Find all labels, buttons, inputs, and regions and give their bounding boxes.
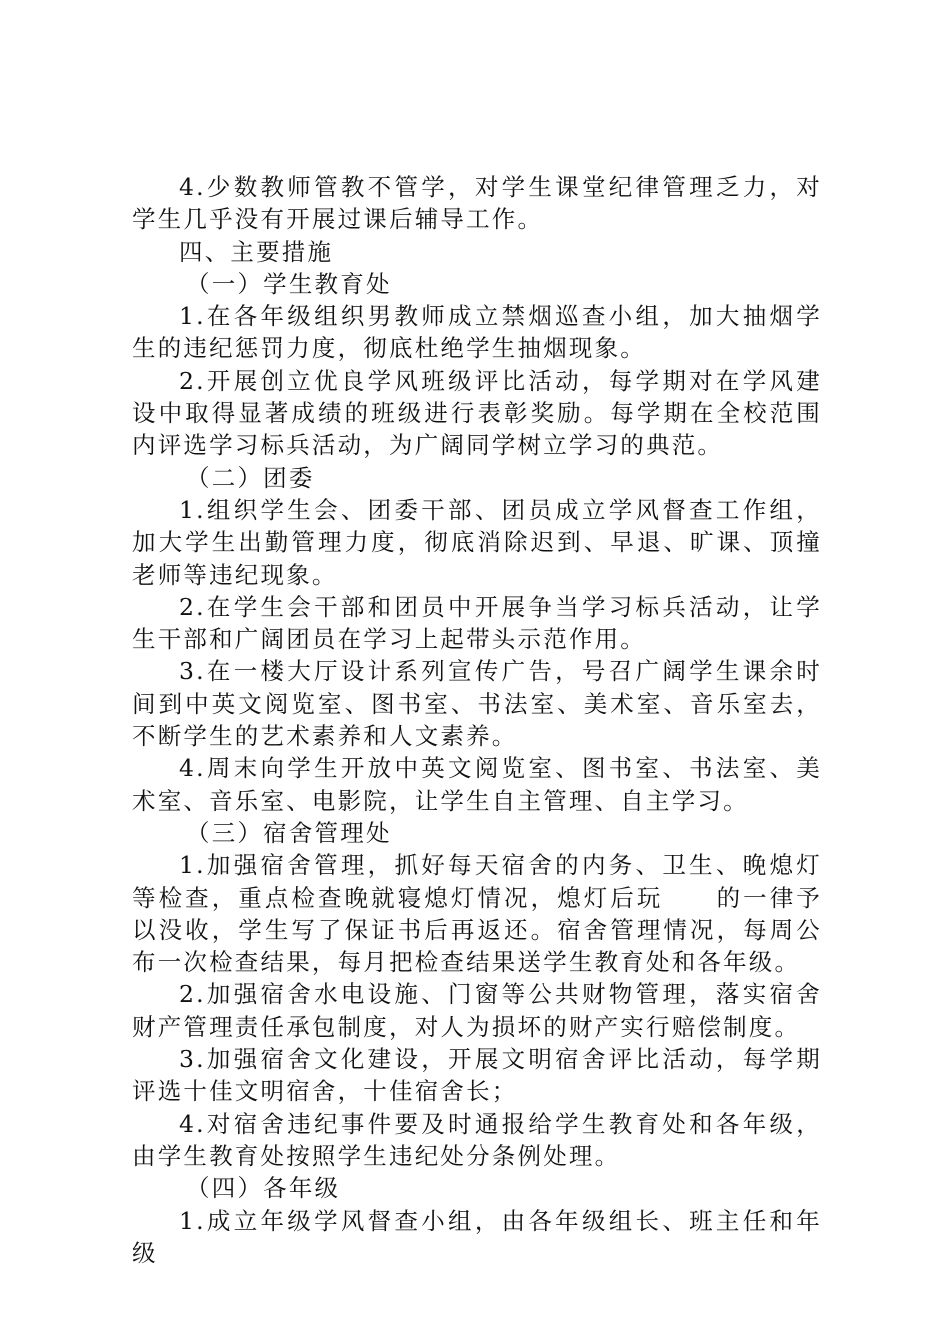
paragraph: 4.对宿舍违纪事件要及时通报给学生教育处和各年级，由学生教育处按照学生违纪处分条例处理。 [132, 1109, 822, 1170]
subsection-heading: （一）学生教育处 [186, 269, 392, 298]
paragraph: 1.组织学生会、团委干部、团员成立学风督查工作组，加大学生出勤管理力度，彻底消除迟到、早退、旷课、顶撞老师等违纪现象。 [132, 495, 822, 589]
document-body [132, 171, 822, 1269]
paragraph: 4.周末向学生开放中英文阅览室、图书室、书法室、美术室、音乐室、电影院，让学生自主管理、自主学习。 [132, 754, 822, 815]
subsection-heading: （四）各年级 [186, 1174, 341, 1203]
paragraph: 1.加强宿舍管理，抓好每天宿舍的内务、卫生、晚熄灯等检查，重点检查晚就寝熄灯情况，熄灯后玩 的一律予以没收，学生写了保证书后再返还。宿舍管理情况，每周公布一次检查结果，每月把检查结果送学生教育处和各年级。 [132, 851, 822, 977]
paragraph: 1.成立年级学风督查小组，由各年级组长、班主任和年级 [132, 1206, 822, 1267]
paragraph: 2.在学生会干部和团员中开展争当学习标兵活动，让学生干部和广阔团员在学习上起带头示范作用。 [132, 592, 822, 654]
section-heading: 四、主要措施 [179, 237, 334, 266]
paragraph: 2.开展创立优良学风班级评比活动，每学期对在学风建设中取得显著成绩的班级进行表彰奖励。每学期在全校范围内评选学习标兵活动，为广阔同学树立学习的典范。 [132, 366, 822, 460]
paragraph: 3.加强宿舍文化建设，开展文明宿舍评比活动，每学期评选十佳文明宿舍，十佳宿舍长； [132, 1045, 822, 1106]
subsection-heading: （二）团委 [186, 463, 315, 492]
paragraph: 3.在一楼大厅设计系列宣传广告，号召广阔学生课余时间到中英文阅览室、图书室、书法室、美术室、音乐室去，不断学生的艺术素养和人文素养。 [132, 657, 822, 751]
subsection-heading: （三）宿舍管理处 [186, 818, 392, 847]
paragraph: 4.少数教师管教不管学，对学生课堂纪律管理乏力，对学生几乎没有开展过课后辅导工作。 [132, 173, 822, 234]
paragraph: 2.加强宿舍水电设施、门窗等公共财物管理，落实宿舍财产管理责任承包制度，对人为损坏的财产实行赔偿制度。 [132, 980, 822, 1041]
paragraph: 1.在各年级组织男教师成立禁烟巡查小组，加大抽烟学生的违纪惩罚力度，彻底杜绝学生抽烟现象。 [132, 302, 822, 363]
